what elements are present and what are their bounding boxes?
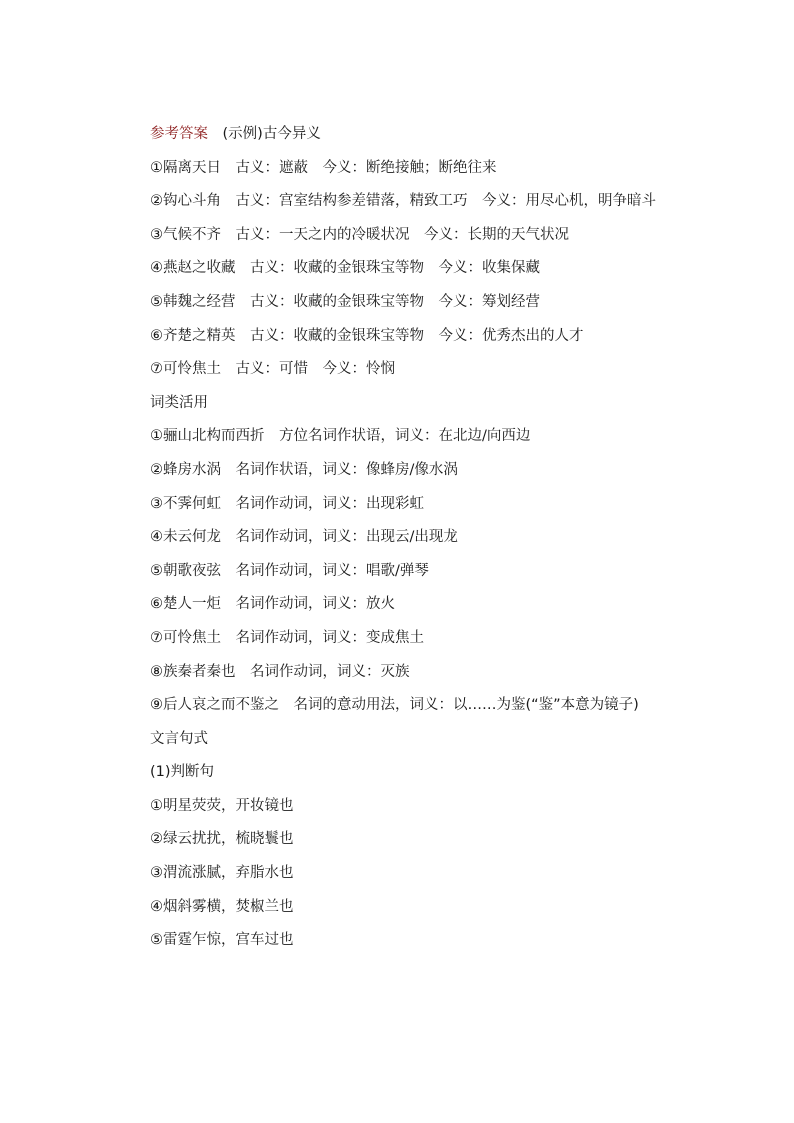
gujin-item: ⑥齐楚之精英 古义：收藏的金银珠宝等物 今义：优秀杰出的人才 (150, 327, 584, 344)
gujin-item: ③气候不齐 古义：一天之内的冷暖状况 今义：长期的天气状况 (150, 226, 569, 243)
jushi-item: ②绿云扰扰，梳晓鬟也 (150, 831, 294, 848)
cilei-item: ②蜂房水涡 名词作状语，词义：像蜂房/像水涡 (150, 461, 458, 478)
answer-intro: (示例)古今异义 (208, 126, 321, 142)
cilei-item: ①骊山北构而西折 方位名词作状语，词义：在北边/向西边 (150, 428, 531, 445)
answer-intro-line (118, 118, 680, 152)
cilei-item: ⑧族秦者秦也 名词作动词，词义：灭族 (150, 663, 410, 680)
jushi-item: ①明星荧荧，开妆镜也 (150, 797, 294, 814)
cilei-item: ⑨后人哀之而不鉴之 名词的意动用法，词义：以……为鉴(“鉴”本意为镜子) (150, 697, 639, 714)
cilei-item: ⑦可怜焦土 名词作动词，词义：变成焦土 (150, 629, 424, 646)
gujin-item: ⑦可怜焦土 古义：可惜 今义：怜悯 (150, 361, 395, 378)
document-page (118, 118, 680, 958)
answer-label: 参考答案 (150, 126, 208, 142)
jushi-heading: 文言句式 (150, 730, 208, 747)
cilei-item: ⑤朝歌夜弦 名词作动词，词义：唱歌/弹琴 (150, 562, 429, 579)
jushi-item: ③渭流涨腻，弃脂水也 (150, 865, 294, 882)
gujin-item: ⑤韩魏之经营 古义：收藏的金银珠宝等物 今义：筹划经营 (150, 293, 540, 310)
cilei-item: ⑥楚人一炬 名词作动词，词义：放火 (150, 596, 395, 613)
jushi-subheading: (1)判断句 (150, 764, 215, 781)
cilei-heading: 词类活用 (150, 394, 208, 411)
cilei-item: ④未云何龙 名词作动词，词义：出现云/出现龙 (150, 529, 458, 546)
gujin-item: ①隔离天日 古义：遮蔽 今义：断绝接触；断绝往来 (150, 159, 497, 176)
gujin-item: ②钩心斗角 古义：宫室结构参差错落，精致工巧 今义：用尽心机，明争暗斗 (150, 193, 656, 210)
cilei-item: ③不霁何虹 名词作动词，词义：出现彩虹 (150, 495, 424, 512)
jushi-item: ⑤雷霆乍惊，宫车过也 (150, 932, 294, 949)
gujin-item: ④燕赵之收藏 古义：收藏的金银珠宝等物 今义：收集保藏 (150, 260, 540, 277)
jushi-item: ④烟斜雾横，焚椒兰也 (150, 898, 294, 915)
